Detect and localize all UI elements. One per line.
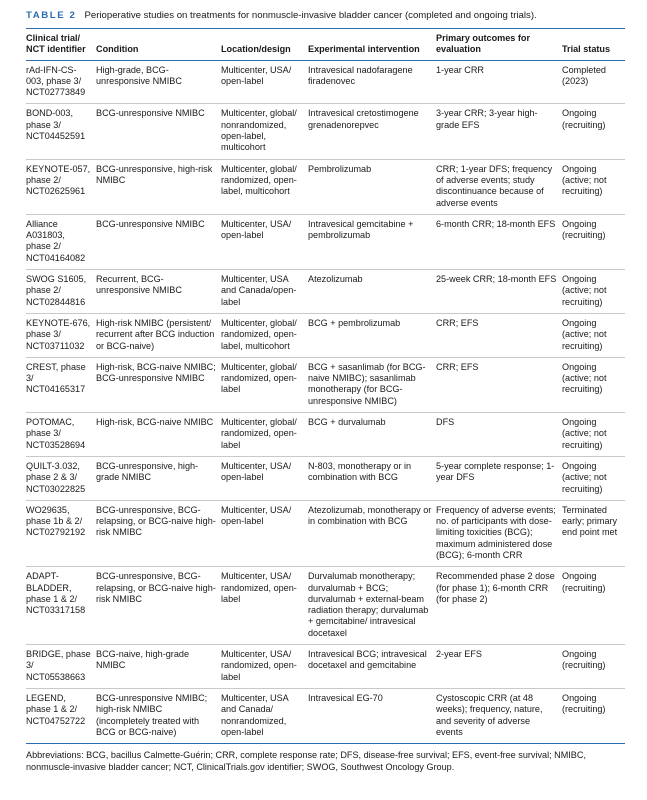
cell-trial-status: Ongoing (recruiting) bbox=[562, 649, 606, 671]
cell-primary-outcomes: Cystoscopic CRR (at 48 weeks); frequency, nature, and severity of adverse events bbox=[436, 692, 543, 737]
cell-trial-identifier: QUILT-3.032, phase 2 & 3/ NCT03022825 bbox=[26, 460, 86, 494]
table-row bbox=[26, 645, 625, 689]
cell-experimental-intervention: BCG + sasanlimab (for BCG-naive NMIBC); sasanlimab monotherapy (for BCG-unresponsive NMIBC) bbox=[308, 361, 426, 406]
table-row bbox=[26, 214, 625, 269]
cell-location-design: Multicenter, USA/ open-label bbox=[221, 460, 292, 483]
cell-location-design: Multicenter, USA/ open-label bbox=[221, 64, 292, 86]
cell-primary-outcomes: 3-year CRR; 3-year high-grade EFS bbox=[436, 108, 538, 130]
cell-location-design: Multicenter, global/ randomized, open-label, multicohort bbox=[221, 163, 297, 197]
cell-trial-identifier: CREST, phase 3/ NCT04165317 bbox=[26, 361, 86, 395]
table-row bbox=[26, 104, 625, 159]
table-row bbox=[26, 313, 625, 357]
cell-trial-status: Ongoing (recruiting) bbox=[562, 571, 606, 593]
cell-trial-identifier: ADAPT-BLADDER, phase 1 & 2/ NCT03317158 bbox=[26, 571, 86, 616]
cell-condition: BCG-unresponsive NMIBC bbox=[96, 108, 205, 119]
cell-location-design: Multicenter, global/ randomized, open-label, multicohort bbox=[221, 317, 297, 351]
cell-trial-status: Completed (2023) bbox=[562, 64, 606, 86]
cell-trial-identifier: POTOMAC, phase 3/ NCT03528694 bbox=[26, 417, 86, 450]
cell-condition: BCG-naive, high-grade NMIBC bbox=[96, 649, 190, 671]
cell-condition: BCG-unresponsive, high-grade NMIBC bbox=[96, 460, 199, 483]
cell-condition: BCG-unresponsive, high-risk NMIBC bbox=[96, 163, 213, 185]
cell-condition: BCG-unresponsive, BCG-relapsing, or BCG-naive high-risk NMIBC bbox=[96, 504, 216, 538]
cell-condition: High-grade, BCG-unresponsive NMIBC bbox=[96, 64, 182, 86]
cell-location-design: Multicenter, USA/ open-label bbox=[221, 504, 292, 527]
cell-experimental-intervention: Atezolizumab bbox=[308, 274, 363, 285]
cell-experimental-intervention: Atezolizumab, monotherapy or in combination with BCG bbox=[308, 504, 432, 527]
table-row bbox=[26, 357, 625, 412]
header-experimental-intervention: Experimental intervention bbox=[308, 44, 420, 55]
header-trial-identifier: Clinical trial/ NCT identifier bbox=[26, 33, 86, 55]
table-row bbox=[26, 60, 625, 104]
cell-condition: BCG-unresponsive NMIBC bbox=[96, 218, 205, 229]
cell-primary-outcomes: Recommended phase 2 dose (for phase 1); 6-month CRR (for phase 2) bbox=[436, 571, 555, 604]
cell-trial-identifier: Alliance A031803, phase 2/ NCT04164082 bbox=[26, 218, 86, 263]
cell-condition: Recurrent, BCG-unresponsive NMIBC bbox=[96, 274, 182, 296]
cell-experimental-intervention: Intravesical gemcitabine + pembrolizumab bbox=[308, 218, 414, 241]
table-row bbox=[26, 159, 625, 214]
cell-location-design: Multicenter, USA and Canada/ nonrandomized, open-label bbox=[221, 692, 289, 737]
cell-primary-outcomes: 25-week CRR; 18-month EFS bbox=[436, 274, 557, 285]
cell-location-design: Multicenter, global/ randomized, open-label bbox=[221, 361, 297, 395]
trials-table bbox=[26, 28, 625, 744]
cell-primary-outcomes: CRR; EFS bbox=[436, 361, 479, 372]
table-row bbox=[26, 456, 625, 500]
cell-primary-outcomes: 6-month CRR; 18-month EFS bbox=[436, 218, 556, 229]
cell-experimental-intervention: Intravesical BCG; intravesical docetaxel and gemcitabine bbox=[308, 649, 427, 671]
cell-trial-identifier: BOND-003, phase 3/ NCT04452591 bbox=[26, 108, 86, 142]
cell-trial-identifier: KEYNOTE-057, phase 2/ NCT02625961 bbox=[26, 163, 91, 197]
header-condition: Condition bbox=[96, 44, 139, 55]
cell-experimental-intervention: N-803, monotherapy or in combination with BCG bbox=[308, 460, 412, 483]
cell-experimental-intervention: Durvalumab monotherapy; durvalumab + BCG; durvalumab + external-beam radiation therapy; durvalumab + gemcitabine/ intravesical docetaxel bbox=[308, 571, 429, 638]
cell-experimental-intervention: Pembrolizumab bbox=[308, 163, 372, 174]
cell-trial-status: Ongoing (active; not recruiting) bbox=[562, 361, 607, 395]
table-row bbox=[26, 688, 625, 743]
cell-trial-identifier: LEGEND, phase 1 & 2/ NCT04752722 bbox=[26, 692, 86, 726]
cell-trial-status: Ongoing (active; not recruiting) bbox=[562, 417, 607, 450]
cell-location-design: Multicenter, USA/ randomized, open-label bbox=[221, 649, 297, 682]
cell-experimental-intervention: BCG + durvalumab bbox=[308, 417, 386, 428]
header-primary-outcomes: Primary outcomes for evaluation bbox=[436, 33, 530, 55]
cell-trial-identifier: rAd-IFN-CS-003, phase 3/ NCT02773849 bbox=[26, 64, 86, 98]
cell-experimental-intervention: Intravesical cretostimogene grenadenorepvec bbox=[308, 108, 419, 130]
table-row bbox=[26, 500, 625, 566]
header-location-design: Location/design bbox=[221, 44, 291, 55]
cell-condition: High-risk, BCG-naive NMIBC; BCG-unresponsive NMIBC bbox=[96, 361, 216, 384]
cell-experimental-intervention: BCG + pembrolizumab bbox=[308, 317, 401, 328]
cell-trial-status: Ongoing (recruiting) bbox=[562, 692, 606, 715]
table-row bbox=[26, 413, 625, 457]
header-trial-status: Trial status bbox=[562, 44, 611, 55]
cell-trial-identifier: BRIDGE, phase 3/ NCT05538663 bbox=[26, 649, 91, 682]
abbreviations-footnote: Abbreviations: BCG, bacillus Calmette-Guérin; CRR, complete response rate; DFS, disease-free survival; EFS, event-free survival; NMIBC, nonmuscle-invasive bladder cancer; NCT, ClinicalTrials.gov identifier; SWOG, Southwest Oncology Group. bbox=[26, 750, 586, 772]
cell-location-design: Multicenter, USA and Canada/open-label bbox=[221, 274, 297, 307]
cell-condition: BCG-unresponsive, BCG-relapsing, or BCG-naive high-risk NMIBC bbox=[96, 571, 216, 604]
cell-condition: High-risk, BCG-naive NMIBC bbox=[96, 417, 214, 428]
cell-trial-status: Ongoing (active; not recruiting) bbox=[562, 460, 607, 494]
cell-trial-status: Terminated early; primary end point met bbox=[562, 504, 618, 538]
table-caption bbox=[26, 10, 625, 22]
cell-primary-outcomes: CRR; EFS bbox=[436, 317, 479, 328]
cell-trial-status: Ongoing (active; not recruiting) bbox=[562, 274, 607, 307]
cell-condition: BCG-unresponsive NMIBC; high-risk NMIBC (incompletely treated with BCG or BCG-naive) bbox=[96, 692, 208, 737]
cell-trial-status: Ongoing (recruiting) bbox=[562, 218, 606, 241]
table-header-row bbox=[26, 29, 625, 61]
cell-trial-status: Ongoing (active; not recruiting) bbox=[562, 163, 607, 197]
cell-location-design: Multicenter, global/ randomized, open-label bbox=[221, 417, 297, 450]
cell-primary-outcomes: DFS bbox=[436, 417, 455, 428]
table-body bbox=[26, 60, 625, 744]
cell-primary-outcomes: 1-year CRR bbox=[436, 64, 485, 75]
cell-experimental-intervention: Intravesical EG-70 bbox=[308, 692, 383, 703]
cell-experimental-intervention: Intravesical nadofaragene firadenovec bbox=[308, 64, 413, 86]
cell-primary-outcomes: CRR; 1-year DFS; frequency of adverse events; study discontinuance because of adverse events bbox=[436, 163, 553, 208]
cell-primary-outcomes: 5-year complete response; 1-year DFS bbox=[436, 460, 555, 483]
table-row bbox=[26, 270, 625, 314]
cell-trial-status: Ongoing (recruiting) bbox=[562, 108, 606, 130]
cell-location-design: Multicenter, USA/ randomized, open-label bbox=[221, 571, 297, 604]
cell-primary-outcomes: 2-year EFS bbox=[436, 649, 482, 660]
cell-trial-identifier: WO29635, phase 1b & 2/ NCT02792192 bbox=[26, 504, 86, 538]
cell-primary-outcomes: Frequency of adverse events; no. of participants with dose-limiting toxicities (BCG); maximum administered dose (BCG); 6-month CRR bbox=[436, 504, 556, 560]
cell-location-design: Multicenter, USA/ open-label bbox=[221, 218, 292, 241]
cell-trial-status: Ongoing (active; not recruiting) bbox=[562, 317, 607, 351]
cell-condition: High-risk NMIBC (persistent/ recurrent after BCG induction or BCG-naive) bbox=[96, 317, 215, 351]
table-row bbox=[26, 567, 625, 645]
table-title: Perioperative studies on treatments for nonmuscle-invasive bladder cancer (completed and ongoing trials). bbox=[84, 10, 537, 21]
cell-location-design: Multicenter, global/ nonrandomized, open-label, multicohort bbox=[221, 108, 297, 153]
cell-trial-identifier: KEYNOTE-676, phase 3/ NCT03711032 bbox=[26, 317, 91, 351]
cell-trial-identifier: SWOG S1605, phase 2/ NCT02844816 bbox=[26, 274, 87, 307]
table-label: TABLE 2 bbox=[26, 10, 77, 21]
